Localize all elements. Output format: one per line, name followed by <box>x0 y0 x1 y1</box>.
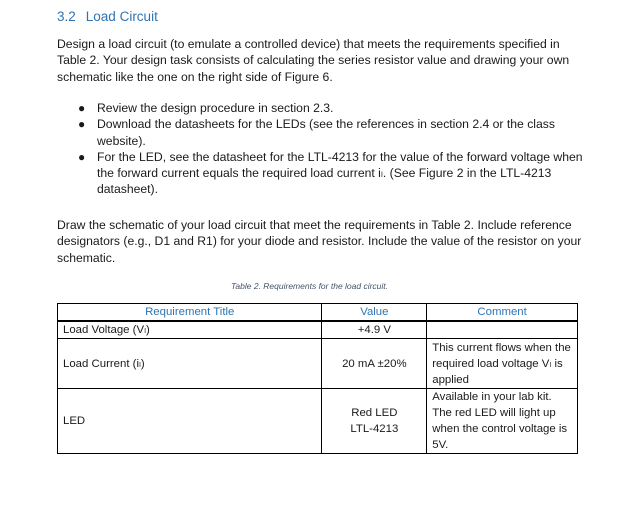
bullet-list <box>57 100 587 198</box>
cell-value <box>322 339 427 389</box>
section-heading <box>57 9 158 24</box>
header-comment: Comment <box>427 304 578 322</box>
section-number: 3.2 <box>57 9 76 24</box>
table-caption: Table 2. Requirements for the load circuit. <box>231 281 389 291</box>
intro-paragraph: Design a load circuit (to emulate a controlled device) that meets the requirements specified in Table 2. Your design task consists of calculating the series resistor value and drawing your own schematic like the one on the right side of Figure 6. <box>57 37 570 84</box>
bullet-item <box>57 149 587 198</box>
cell-comment <box>427 321 578 339</box>
table-row <box>58 339 578 389</box>
cell-comment: Available in your lab kit. The red LED will light up when the control voltage is 5V. <box>427 389 578 454</box>
value-line: 20 mA ±20% <box>342 357 407 370</box>
header-value: Value <box>322 304 427 322</box>
bullet-item <box>57 116 587 149</box>
cell-comment: This current flows when the required load voltage Vₗ is applied <box>427 339 578 389</box>
cell-value <box>322 321 427 339</box>
value-line: Red LED <box>351 407 398 419</box>
value-line: +4.9 V <box>357 324 391 336</box>
requirements-table <box>57 303 578 454</box>
bullet-text: For the LED, see the datasheet for the LTL-4213 for the value of the forward voltage when the forward current equals the required load current iₗ. (See Figure 2 in the LTL-4213 datasheet). <box>97 149 583 197</box>
table-header-row <box>58 304 578 322</box>
table-row <box>58 321 578 339</box>
cell-requirement: Load Voltage (Vₗ) <box>58 321 322 339</box>
instructions-paragraph: Draw the schematic of your load circuit that meet the requirements in Table 2. Include reference designators (e.g., D1 and R1) for your diode and resistor. Include the value of the resistor on your schematic. <box>57 218 582 265</box>
value-line: LTL-4213 <box>350 423 399 435</box>
header-requirement-title: Requirement Title <box>58 304 322 322</box>
cell-requirement: LED <box>58 389 322 454</box>
bullet-dot-icon: ● <box>78 101 86 115</box>
bullet-dot-icon: ● <box>78 149 86 164</box>
table-row <box>58 389 578 454</box>
bullet-item <box>57 100 587 116</box>
bullet-text: Review the design procedure in section 2.3. <box>97 101 334 115</box>
cell-requirement: Load Current (iₗ) <box>58 339 322 389</box>
cell-value <box>322 389 427 454</box>
bullet-text: Download the datasheets for the LEDs (see the references in section 2.4 or the class website). <box>97 117 555 148</box>
bullet-dot-icon: ● <box>78 117 86 132</box>
section-title: Load Circuit <box>85 9 158 24</box>
